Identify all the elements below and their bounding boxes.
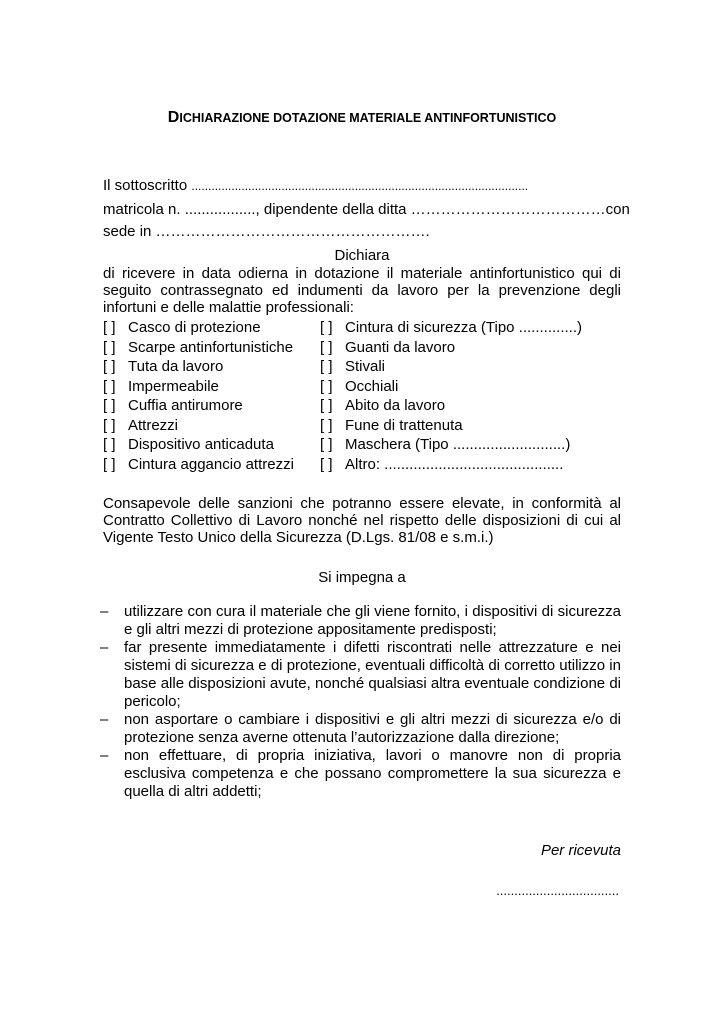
checklist-right-item[interactable] (320, 436, 570, 454)
checklist-right-item[interactable] (320, 378, 398, 396)
title-initial: D (167, 109, 180, 126)
impegni-list (100, 603, 621, 801)
sottoscritto-field[interactable]: ..................................................................................................... (191, 179, 529, 193)
checklist-right-item[interactable] (320, 397, 445, 415)
checklist-left-item-label: Tuta da lavoro (128, 358, 224, 375)
checkbox[interactable]: [ ] (103, 436, 116, 453)
checklist-left-item[interactable] (103, 319, 261, 337)
checklist-right-item-label: Maschera (Tipo ...........................) (345, 436, 571, 453)
checklist-right-item-label: Fune di trattenuta (345, 416, 463, 434)
checkbox[interactable]: [ ] (103, 455, 116, 473)
impegno-item (100, 747, 621, 801)
consapevole-paragraph (103, 495, 621, 546)
bullet-dash: – (100, 639, 109, 656)
checklist-left-item[interactable] (103, 378, 219, 396)
checklist-left-item-label: Dispositivo anticaduta (128, 436, 274, 453)
checklist-left-item[interactable] (103, 358, 223, 376)
checkbox[interactable]: [ ] (320, 455, 333, 473)
impegno-item (100, 639, 621, 711)
signature-label: Per ricevuta (540, 842, 621, 859)
checkbox[interactable]: [ ] (103, 416, 116, 434)
impegno-text: non effettuare, di propria iniziativa, lavori o manovre non di propria esclusiva competenza e che possano compromettere la sua sicurezza e quella di altri addetti; (124, 747, 621, 800)
checklist-left-item-label: Attrezzi (128, 416, 179, 434)
checklist-left-item[interactable] (103, 339, 293, 357)
checklist-left-item-label: Impermeabile (128, 377, 219, 395)
sottoscritto-label: Il sottoscritto (103, 177, 188, 194)
checkbox[interactable]: [ ] (103, 358, 116, 375)
impegno-item (100, 711, 621, 747)
checklist-right-item[interactable] (320, 456, 563, 474)
checklist-right-item-label: Cintura di sicurezza (Tipo ..............) (345, 319, 583, 336)
impegna-heading: Si impegna a (318, 569, 406, 586)
sede-line[interactable]: sede in ………………………………………………. (103, 223, 430, 240)
checkbox[interactable]: [ ] (320, 436, 333, 453)
dichiara-heading: Dichiara (334, 247, 390, 264)
checklist-right-item-label: Abito da lavoro (345, 397, 446, 414)
consapevole-line-1: Consapevole delle sanzioni che potranno essere elevate, in conformità al (103, 495, 621, 512)
checklist-left-item[interactable] (103, 436, 274, 454)
matricola-line[interactable]: matricola n. ................., dipendente della ditta …………………………………con (103, 201, 630, 218)
sottoscritto-line (103, 177, 528, 195)
dichiara-paragraph (103, 265, 621, 316)
checkbox[interactable]: [ ] (320, 338, 333, 356)
bullet-dash: – (100, 711, 109, 728)
bullet-dash: – (100, 747, 109, 764)
checklist-left-item[interactable] (103, 397, 243, 415)
checklist-right-item-label: Guanti da lavoro (345, 338, 456, 356)
dichiara-line-3: infortuni e delle malattie professionali: (103, 299, 354, 316)
checkbox[interactable]: [ ] (103, 319, 116, 336)
checklist-left-item-label: Scarpe antinfortunistiche (128, 338, 294, 356)
checklist-right-item[interactable] (320, 417, 463, 435)
checklist-right-item[interactable] (320, 339, 455, 357)
checklist-right-item-label: Altro: ........................................... (345, 455, 564, 473)
checklist-left-item[interactable] (103, 456, 294, 474)
document-title (103, 109, 621, 127)
checkbox[interactable]: [ ] (320, 358, 333, 375)
dichiara-line-1: di ricevere in data odierna in dotazione il materiale antinfortunistico qui di (103, 265, 621, 282)
impegno-text: utilizzare con cura il materiale che gli viene fornito, i dispositivi di sicurezza e gli altri mezzi di protezione appositamente predisposti; (124, 603, 621, 638)
checkbox[interactable]: [ ] (320, 416, 333, 434)
checklist-left-item-label: Cintura aggancio attrezzi (128, 455, 294, 473)
consapevole-line-2: Contratto Collettivo di Lavoro nonché nel rispetto delle disposizioni di cui al (103, 512, 621, 529)
checklist-right-item-label: Occhiali (345, 377, 399, 395)
consapevole-line-3: Vigente Testo Unico della Sicurezza (D.Lgs. 81/08 e s.m.i.) (103, 529, 494, 546)
title-rest: ICHIARAZIONE DOTAZIONE MATERIALE ANTINFORTUNISTICO (179, 111, 557, 125)
checklist-left-item-label: Cuffia antirumore (128, 397, 243, 414)
impegno-item (100, 603, 621, 639)
checklist-right-item-label: Stivali (345, 358, 386, 375)
checkbox[interactable]: [ ] (320, 397, 333, 414)
checkbox[interactable]: [ ] (320, 319, 333, 336)
checklist-right-item[interactable] (320, 358, 385, 376)
bullet-dash: – (100, 603, 109, 620)
checklist-right-item[interactable] (320, 319, 582, 337)
impegno-text: non asportare o cambiare i dispositivi e gli altri mezzi di sicurezza e/o di protezione senza averne ottenuta l’autorizzazione dalla direzione; (124, 711, 621, 746)
dichiara-line-2: seguito contrassegnato ed indumenti da lavoro per la prevenzione degli (103, 282, 621, 299)
checklist-left-item-label: Casco di protezione (128, 319, 261, 336)
checkbox[interactable]: [ ] (103, 377, 116, 395)
checkbox[interactable]: [ ] (103, 338, 116, 356)
checkbox[interactable]: [ ] (103, 397, 116, 414)
checklist-left-item[interactable] (103, 417, 178, 435)
signature-field[interactable]: .................................. (496, 883, 619, 898)
checkbox[interactable]: [ ] (320, 377, 333, 395)
impegno-text: far presente immediatamente i difetti riscontrati nelle attrezzature e nei sistemi di sicurezza e di protezione, eventuali difficoltà di corretto utilizzo in base alle disposizioni avute, nonché qualsiasi altra eventuale condizione di pericolo; (124, 639, 621, 710)
